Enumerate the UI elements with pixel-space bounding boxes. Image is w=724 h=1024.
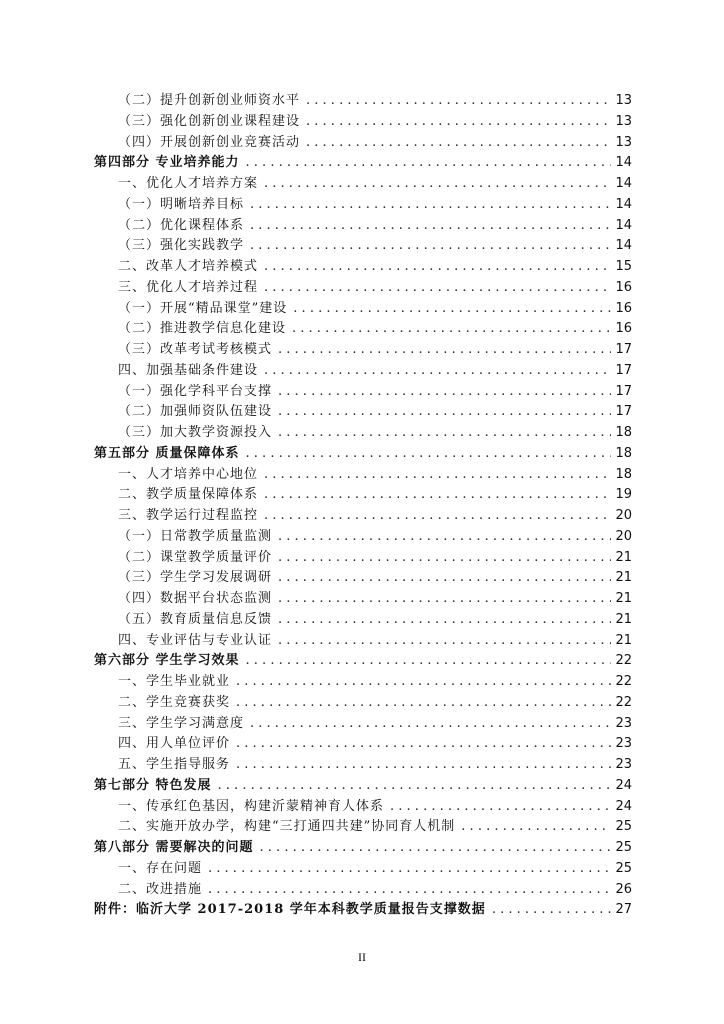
toc-entry[interactable] — [94, 776, 632, 796]
toc-entry[interactable] — [94, 153, 632, 173]
toc-entry[interactable] — [118, 631, 632, 651]
toc-leader-dots — [492, 900, 612, 920]
toc-entry[interactable] — [118, 299, 632, 319]
toc-entry-label: （三）强化创新创业课程建设 — [118, 113, 301, 129]
toc-leader-dots — [390, 797, 611, 817]
toc-entry-page: 21 — [615, 591, 632, 606]
toc-entry-page: 24 — [615, 798, 632, 814]
toc-entry-page: 27 — [615, 902, 632, 918]
toc-entry-label: 四、专业评估与专业认证 — [118, 632, 273, 648]
toc-entry-page: 20 — [615, 508, 632, 523]
toc-entry[interactable] — [118, 257, 632, 277]
toc-entry-page: 17 — [615, 383, 632, 399]
toc-entry-page: 13 — [615, 134, 632, 150]
toc-entry-page: 25 — [615, 819, 632, 835]
toc-entry-label: （三）改革考试考核模式 — [118, 342, 273, 357]
toc-entry-page: 20 — [615, 528, 632, 544]
toc-leader-dots — [278, 589, 611, 609]
toc-entry-label: 一、人才培养中心地位 — [118, 466, 259, 482]
toc-entry[interactable] — [94, 838, 632, 858]
page-number: II — [358, 950, 366, 964]
toc-entry-label: （二）课堂教学质量评价 — [118, 549, 273, 565]
toc-entry-page: 22 — [615, 653, 632, 669]
toc-entry[interactable] — [118, 361, 632, 381]
toc-entry[interactable] — [118, 195, 632, 215]
toc-entry-page: 16 — [615, 321, 632, 337]
toc-entry-label: 第八部分 需要解决的问题 — [94, 840, 254, 855]
toc-entry-label: （二）优化课程体系 — [118, 217, 245, 233]
toc-entry[interactable] — [118, 91, 632, 111]
toc-leader-dots — [306, 91, 611, 111]
toc-entry[interactable] — [118, 568, 632, 588]
toc-entry-page: 13 — [615, 93, 632, 108]
toc-leader-dots — [250, 216, 611, 236]
toc-entry[interactable] — [118, 174, 632, 194]
toc-entry-label: （四）数据平台状态监测 — [118, 591, 273, 606]
toc-leader-dots — [278, 548, 611, 568]
toc-entry-label: 二、改进措施 — [118, 881, 203, 897]
toc-entry-page: 22 — [615, 694, 632, 710]
toc-entry-page: 26 — [615, 881, 632, 897]
toc-entry[interactable] — [118, 340, 632, 360]
toc-entry-page: 19 — [615, 487, 632, 503]
toc-entry-label: 一、传承红色基因，构建沂蒙精神育人体系 — [118, 798, 385, 814]
toc-leader-dots — [278, 631, 611, 651]
toc-entry-label: 二、学生竞赛获奖 — [118, 694, 231, 710]
toc-entry[interactable] — [118, 610, 632, 630]
toc-leader-dots — [278, 610, 611, 630]
toc-leader-dots — [264, 506, 611, 526]
toc-entry-page: 14 — [615, 217, 632, 233]
toc-leader-dots — [306, 133, 611, 153]
toc-entry[interactable] — [118, 755, 632, 775]
toc-entry-label: 二、改革人才培养模式 — [118, 259, 259, 274]
toc-entry-page: 25 — [615, 860, 632, 876]
toc-entry-label: （四）开展创新创业竞赛活动 — [118, 134, 301, 150]
toc-entry[interactable] — [118, 112, 632, 132]
toc-entry-label: （一）日常教学质量监测 — [118, 528, 273, 544]
toc-leader-dots — [250, 195, 611, 215]
toc-entry-label: 四、加强基础条件建设 — [118, 362, 259, 378]
toc-entry-page: 25 — [615, 840, 632, 855]
toc-leader-dots — [264, 257, 611, 277]
toc-leader-dots — [246, 651, 612, 671]
toc-entry-page: 21 — [615, 570, 632, 586]
toc-entry-page: 22 — [615, 674, 632, 689]
toc-entry[interactable] — [118, 216, 632, 236]
toc-leader-dots — [278, 340, 611, 360]
toc-leader-dots — [278, 568, 611, 588]
toc-entry-page: 18 — [615, 466, 632, 482]
toc-leader-dots — [264, 465, 611, 485]
toc-entry[interactable] — [118, 880, 632, 900]
toc-entry-label: 二、教学质量保障体系 — [118, 487, 259, 503]
toc-entry-label: 一、存在问题 — [118, 860, 203, 876]
toc-entry-label: 三、优化人才培养过程 — [118, 279, 259, 295]
toc-leader-dots — [208, 880, 611, 900]
toc-entry-page: 16 — [615, 300, 632, 316]
toc-entry-label: 二、实施开放办学，构建“三打通四共建”协同育人机制 — [118, 819, 456, 835]
toc-entry-label: 第五部分 质量保障体系 — [94, 445, 240, 461]
toc-entry[interactable] — [118, 485, 632, 505]
toc-entry-label: 第七部分 特色发展 — [94, 777, 212, 793]
toc-entry[interactable] — [118, 423, 632, 443]
toc-entry[interactable] — [118, 319, 632, 339]
toc-entry-label: 第六部分 学生学习效果 — [94, 653, 240, 669]
toc-entry-label: 三、学生学习满意度 — [118, 715, 245, 731]
toc-entry[interactable] — [118, 236, 632, 256]
toc-entry-label: （三）学生学习发展调研 — [118, 570, 273, 586]
toc-leader-dots — [278, 382, 611, 402]
toc-leader-dots — [246, 153, 612, 173]
toc-entry[interactable] — [94, 651, 632, 671]
toc-entry[interactable] — [118, 797, 632, 817]
toc-entry-label: （二）提升创新创业师资水平 — [118, 93, 301, 108]
toc-entry-page: 16 — [615, 279, 632, 295]
toc-entry-label: 四、用人单位评价 — [118, 736, 231, 752]
toc-leader-dots — [278, 402, 611, 422]
toc-leader-dots — [246, 444, 612, 464]
toc-entry-label: （一）强化学科平台支撑 — [118, 383, 273, 399]
toc-entry[interactable] — [118, 859, 632, 879]
toc-leader-dots — [250, 236, 611, 256]
toc-leader-dots — [278, 527, 611, 547]
toc-leader-dots — [208, 859, 611, 879]
toc-leader-dots — [461, 817, 611, 837]
toc-leader-dots — [264, 174, 611, 194]
toc-entry-label: （二）加强师资队伍建设 — [118, 404, 273, 420]
toc-entry-label: 一、优化人才培养方案 — [118, 176, 259, 191]
toc-entry[interactable] — [118, 693, 632, 713]
toc-entry[interactable] — [118, 527, 632, 547]
toc-entry-page: 14 — [615, 238, 632, 254]
toc-leader-dots — [306, 112, 611, 132]
toc-entry[interactable] — [94, 444, 632, 464]
toc-entry-page: 21 — [615, 611, 632, 627]
toc-entry-page: 14 — [615, 196, 632, 212]
toc-entry-label: 第四部分 专业培养能力 — [94, 155, 240, 171]
toc-leader-dots — [250, 714, 611, 734]
toc-entry-page: 18 — [615, 425, 632, 440]
toc-entry-page: 23 — [615, 736, 632, 752]
toc-entry-page: 17 — [615, 362, 632, 378]
toc-entry[interactable] — [118, 714, 632, 734]
toc-entry[interactable] — [118, 402, 632, 422]
toc-entry[interactable] — [118, 548, 632, 568]
toc-entry-page: 23 — [615, 757, 632, 772]
toc-entry[interactable] — [118, 672, 632, 692]
toc-leader-dots — [264, 361, 611, 381]
toc-leader-dots — [260, 838, 612, 858]
toc-leader-dots — [264, 278, 611, 298]
toc-leader-dots — [292, 319, 611, 339]
toc-entry-label: （五）教育质量信息反馈 — [118, 611, 273, 627]
toc-leader-dots — [236, 755, 611, 775]
toc-entry-page: 23 — [615, 715, 632, 731]
toc-entry-label: 附件：临沂大学 2017-2018 学年本科教学质量报告支撑数据 — [94, 902, 486, 918]
toc-leader-dots — [278, 423, 611, 443]
toc-entry-label: （三）加大教学资源投入 — [118, 425, 273, 440]
toc-leader-dots — [264, 485, 611, 505]
toc-entry[interactable] — [118, 382, 632, 402]
toc-entry-page: 17 — [615, 404, 632, 420]
toc-entry-label: （三）强化实践教学 — [118, 238, 245, 254]
toc-leader-dots — [293, 299, 611, 319]
toc-entry[interactable] — [118, 465, 632, 485]
toc-leader-dots — [236, 693, 611, 713]
toc-entry[interactable] — [118, 734, 632, 754]
toc-entry-page: 21 — [615, 549, 632, 565]
toc-entry[interactable] — [118, 817, 632, 837]
toc-entry-page: 24 — [615, 777, 632, 793]
toc-entry-page: 15 — [615, 259, 632, 274]
toc-entry[interactable] — [118, 133, 632, 153]
toc-entry-label: （二）推进教学信息化建设 — [118, 321, 287, 337]
toc-entry-page: 21 — [615, 632, 632, 648]
toc-entry[interactable] — [94, 900, 632, 920]
toc-entry-page: 18 — [615, 445, 632, 461]
toc-entry[interactable] — [118, 506, 632, 526]
toc-entry[interactable] — [118, 589, 632, 609]
toc-entry-label: 三、教学运行过程监控 — [118, 508, 259, 523]
toc-entry-page: 17 — [615, 342, 632, 357]
toc-leader-dots — [218, 776, 612, 796]
toc-entry-label: 五、学生指导服务 — [118, 757, 231, 772]
toc-leader-dots — [236, 734, 611, 754]
toc-entry-page: 13 — [615, 113, 632, 129]
toc-entry-page: 14 — [615, 176, 632, 191]
toc-entry-page: 14 — [615, 155, 632, 171]
toc-leader-dots — [236, 672, 611, 692]
toc-entry-label: （一）开展“精品课堂”建设 — [118, 300, 288, 316]
toc-entry[interactable] — [118, 278, 632, 298]
toc-entry-label: （一）明晰培养目标 — [118, 196, 245, 212]
toc-entry-label: 一、学生毕业就业 — [118, 674, 231, 689]
